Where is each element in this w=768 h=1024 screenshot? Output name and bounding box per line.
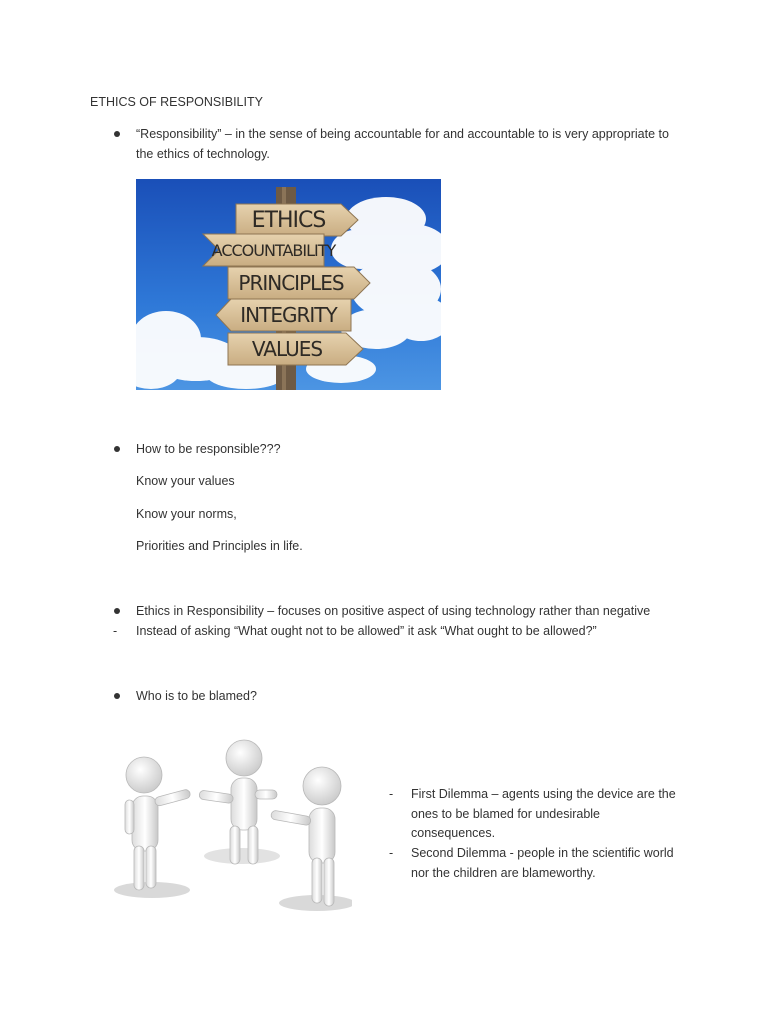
sign-values: VALUES <box>251 337 323 361</box>
dash-marker: - <box>113 624 118 638</box>
first-dilemma-line1: First Dilemma – agents using the device are the <box>411 787 676 801</box>
dash-marker: - <box>389 787 394 801</box>
bullet-marker <box>114 446 120 452</box>
bullet1-line2: the ethics of technology. <box>136 147 270 161</box>
bullet3-text: Ethics in Responsibility – focuses on positive aspect of using technology rather than negative <box>136 604 651 618</box>
page-title: ETHICS OF RESPONSIBILITY <box>90 95 263 109</box>
bullet2-item: Know your values <box>136 474 235 488</box>
bullet4-text: Who is to be blamed? <box>136 689 257 703</box>
bullet2-item: Know your norms, <box>136 507 237 521</box>
bullet3-dash-text: Instead of asking “What ought not to be allowed” it ask “What ought to be allowed?” <box>136 624 597 638</box>
sign-principles: PRINCIPLES <box>238 271 344 295</box>
bullet-marker <box>114 608 120 614</box>
bullet2-item: Priorities and Principles in life. <box>136 539 303 553</box>
bullet-marker <box>114 693 120 699</box>
first-dilemma-line2: ones to be blamed for undesirable <box>411 807 601 821</box>
sign-ethics: ETHICS <box>251 207 326 233</box>
bullet2-heading: How to be responsible??? <box>136 442 281 456</box>
sign-integrity: INTEGRITY <box>240 303 337 327</box>
dash-marker: - <box>389 846 394 860</box>
bullet-marker <box>114 131 120 137</box>
bullet1-line1: “Responsibility” – in the sense of being accountable for and accountable to is very appropriate to <box>136 127 669 141</box>
first-dilemma-line3: consequences. <box>411 826 496 840</box>
signpost-image <box>136 179 441 390</box>
second-dilemma-line2: nor the children are blameworthy. <box>411 866 596 880</box>
sign-accountability: ACCOUNTABILITY <box>211 240 336 260</box>
second-dilemma-line1: Second Dilemma - people in the scientific world <box>411 846 674 860</box>
blame-figures-image <box>112 738 352 938</box>
